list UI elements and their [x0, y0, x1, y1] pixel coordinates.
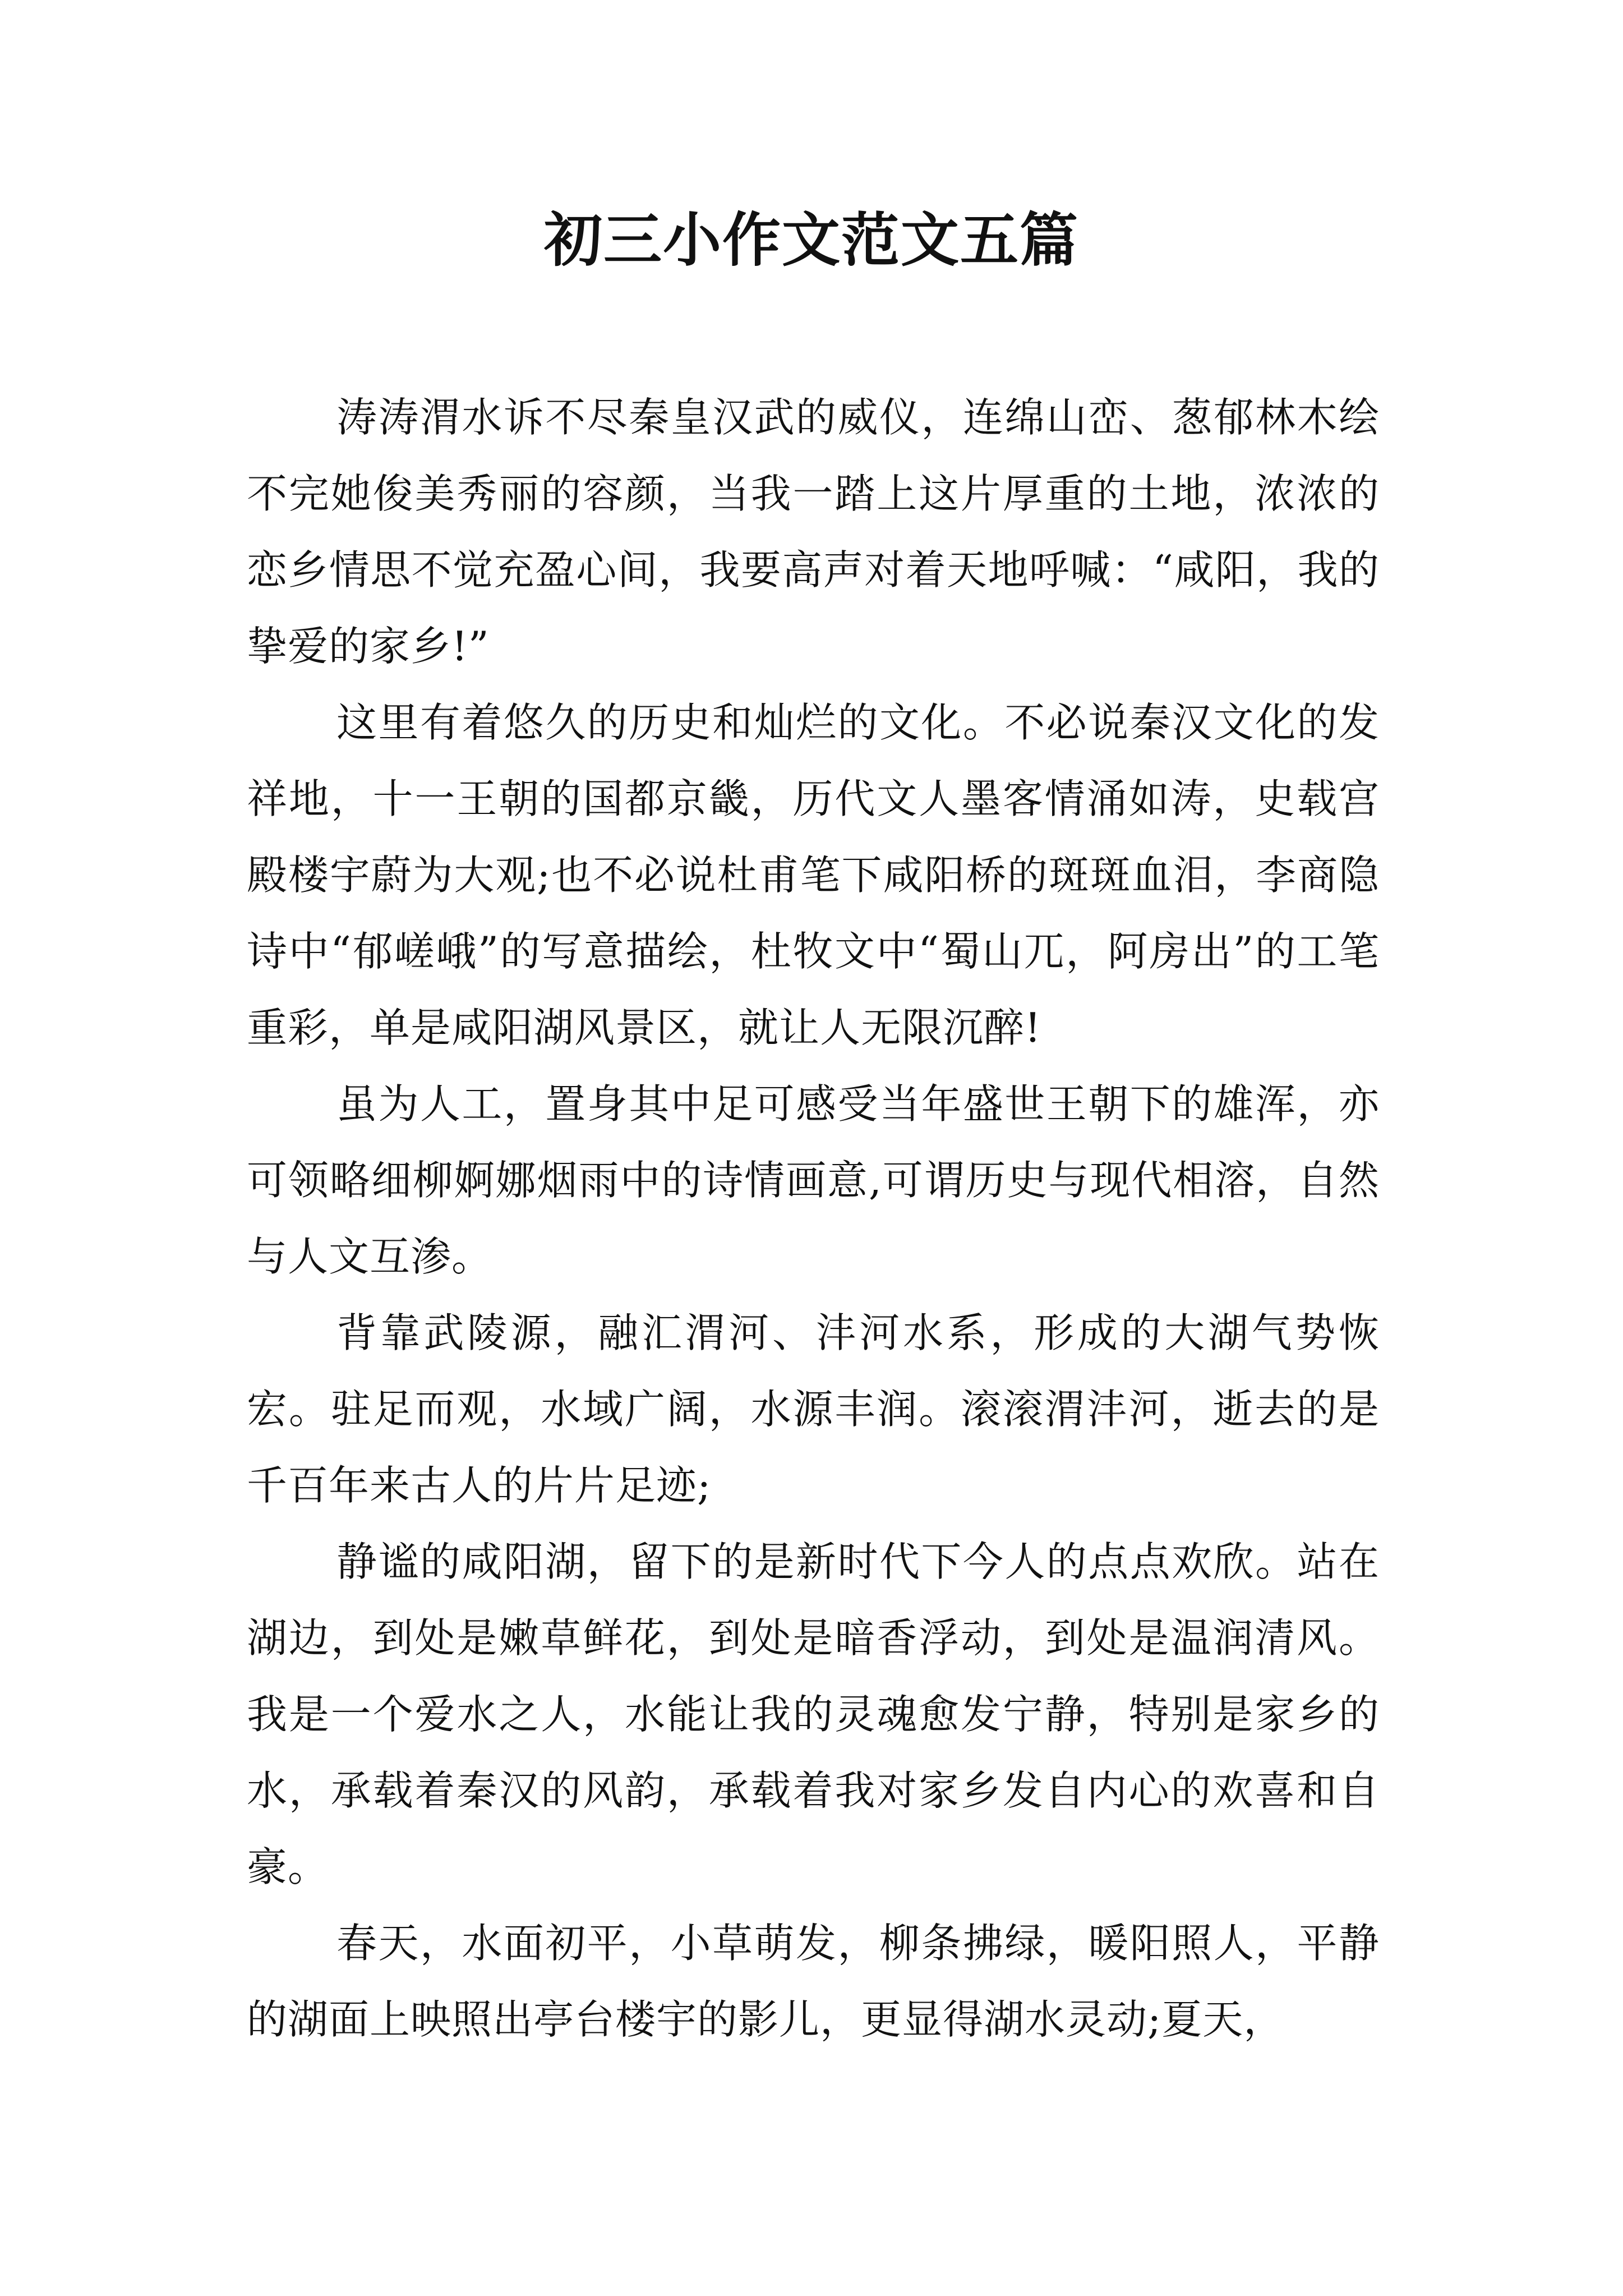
paragraph-3: 虽为人工，置身其中足可感受当年盛世王朝下的雄浑，亦可领略细柳婀娜烟雨中的诗情画意,可谓历史与现代相溶，自然与人文互渗。	[247, 1080, 1380, 1280]
paragraph-6: 春天，水面初平，小草萌发，柳条拂绿，暖阳照人，平静的湖面上映照出亭台楼宇的影儿，更显得湖水灵动;夏天，	[247, 1920, 1380, 2043]
paragraph-4: 背靠武陵源，融汇渭河、沣河水系，形成的大湖气势恢宏。驻足而观，水域广阔，水源丰润。滚滚渭沣河，逝去的是千百年来古人的片片足迹;	[247, 1309, 1380, 1509]
paragraph-5: 静谧的咸阳湖，留下的是新时代下今人的点点欢欣。站在湖边，到处是嫩草鲜花，到处是暗香浮动，到处是温润清风。我是一个爱水之人，水能让我的灵魂愈发宁静，特别是家乡的水，承载着秦汉的风韵，承载着我对家乡发自内心的欢喜和自豪。	[247, 1538, 1380, 1890]
paragraph-1: 涛涛渭水诉不尽秦皇汉武的威仪，连绵山峦、葱郁林木绘不完她俊美秀丽的容颜，当我一踏上这片厚重的土地，浓浓的恋乡情思不觉充盈心间，我要高声对着天地呼喊：“咸阳，我的挚爱的家乡!”	[247, 394, 1380, 670]
paragraph-2: 这里有着悠久的历史和灿烂的文化。不必说秦汉文化的发祥地，十一王朝的国都京畿，历代文人墨客情涌如涛，史载宫殿楼宇蔚为大观;也不必说杜甫笔下咸阳桥的斑斑血泪，李商隐诗中“郁嵯峨”的写意描绘，杜牧文中“蜀山兀，阿房出”的工笔重彩，单是咸阳湖风景区，就让人无限沉醉!	[247, 699, 1380, 1051]
document-body	[247, 379, 1380, 2058]
page-title: 初三小作文范文五篇	[543, 205, 1079, 274]
